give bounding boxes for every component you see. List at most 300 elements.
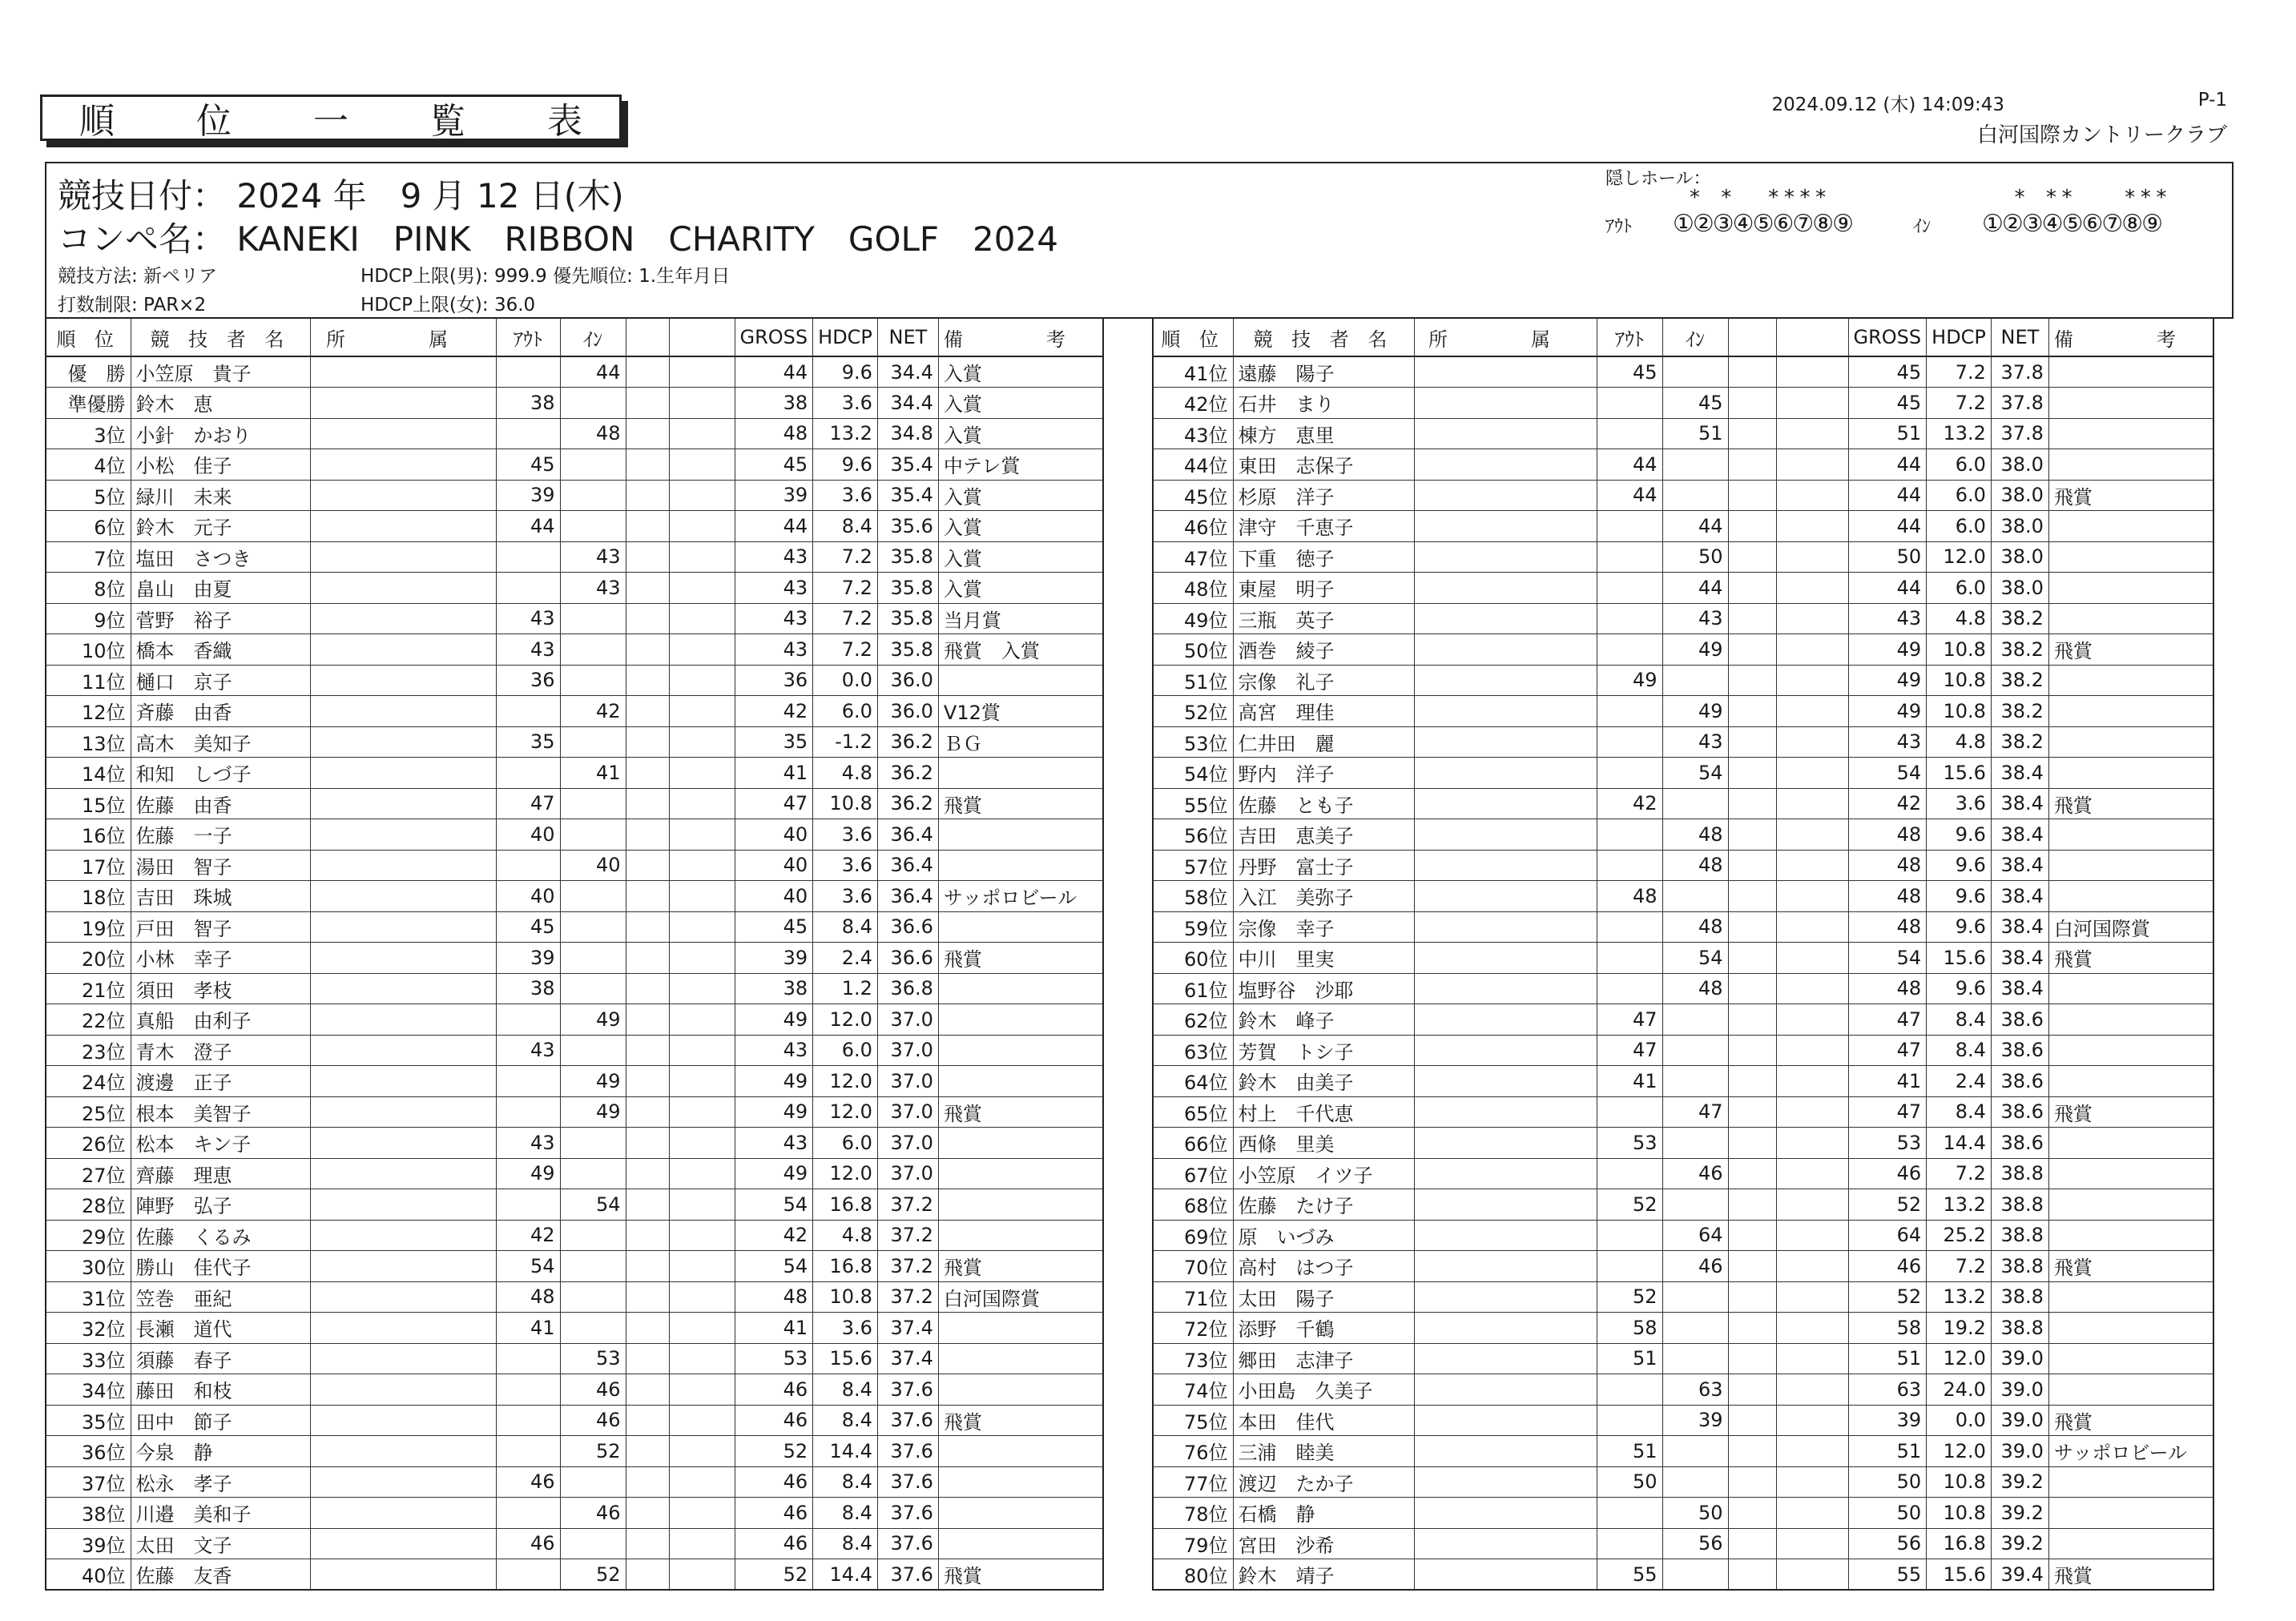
cell-blank [1728,1251,1776,1282]
cell-note [938,1128,1103,1159]
cell-net: 38.2 [1991,665,2048,696]
cell-player-name: 長瀬 道代 [131,1313,310,1344]
cell-affiliation [1414,696,1597,727]
cell-rank: 63位 [1153,1035,1233,1066]
cell-player-name: 下重 徳子 [1233,541,1414,573]
cell-rank: 55位 [1153,788,1233,819]
cell-affiliation [310,1158,496,1189]
cell-note [938,1158,1103,1189]
cell-affiliation [310,850,496,881]
cell-player-name: 野内 洋子 [1233,758,1414,789]
cell-blank [669,388,735,419]
cell-rank: 73位 [1153,1343,1233,1374]
table-header-row [1153,318,2213,356]
cell-net: 34.8 [877,418,938,449]
cell-note [2048,1220,2213,1251]
cell-net: 38.8 [1991,1158,2048,1189]
cell-gross: 49 [1848,634,1927,666]
cell-note [2048,1313,2213,1344]
cell-rank: 57位 [1153,850,1233,881]
cell-net: 36.2 [877,726,938,758]
cell-blank [1728,1374,1776,1406]
cell-gross: 43 [735,573,813,604]
cell-note [938,758,1103,789]
cell-net: 38.2 [1991,696,2048,727]
cell-note: 中テレ賞 [938,449,1103,481]
cell-hdcp: 8.4 [813,1405,878,1436]
cell-hdcp: 12.0 [1927,1436,1992,1467]
cell-note [2048,1035,2213,1066]
table-row [1153,1405,2213,1436]
cell-in-score: 44 [1662,511,1728,542]
cell-net: 37.0 [877,1066,938,1097]
cell-gross: 52 [735,1436,813,1467]
cell-player-name: 佐藤 由香 [131,788,310,819]
cell-rank: 30位 [46,1251,131,1282]
column-blank [626,318,669,356]
cell-blank [1776,511,1848,542]
cell-rank: 17位 [46,850,131,881]
cell-net: 38.8 [1991,1251,2048,1282]
cell-net: 38.6 [1991,1004,2048,1036]
cell-gross: 39 [1848,1405,1927,1436]
cell-out-score: 40 [496,819,560,851]
cell-out-score [496,696,560,727]
cell-in-score [1662,1004,1728,1036]
cell-affiliation [310,788,496,819]
cell-blank [669,511,735,542]
cell-in-score [1662,480,1728,511]
cell-blank [669,943,735,974]
cell-rank: 15位 [46,788,131,819]
cell-hdcp: 9.6 [813,356,878,388]
cell-blank [1776,418,1848,449]
cell-blank [1776,603,1848,634]
cell-blank [626,603,669,634]
cell-player-name: 田中 節子 [131,1405,310,1436]
competition-info-box [45,162,2234,319]
cell-in-score [560,881,626,912]
cell-out-score: 51 [1597,1343,1662,1374]
cell-net: 36.0 [877,696,938,727]
cell-out-score: 43 [496,1035,560,1066]
cell-blank [1728,665,1776,696]
column-rank: 順 位 [46,318,131,356]
cell-affiliation [310,881,496,912]
cell-note [2048,449,2213,481]
cell-gross: 40 [735,819,813,851]
cell-out-score [496,418,560,449]
cell-affiliation [310,480,496,511]
cell-rank: 優 勝 [46,356,131,388]
cell-player-name: 菅野 裕子 [131,603,310,634]
cell-in-score [560,634,626,666]
cell-blank [626,911,669,943]
table-row [46,1004,1103,1036]
cell-in-score: 50 [1662,1498,1728,1529]
cell-note [938,973,1103,1004]
cell-in-score [560,819,626,851]
cell-note [2048,1281,2213,1313]
column-net: NET [877,318,938,356]
cell-blank [1776,973,1848,1004]
cell-blank [1728,788,1776,819]
cell-hdcp: 8.4 [813,1528,878,1559]
cell-in-score: 52 [560,1436,626,1467]
cell-net: 37.2 [877,1251,938,1282]
cell-hdcp: 7.2 [813,634,878,666]
cell-blank [1776,1096,1848,1128]
hdcp-limit-male: HDCP上限(男): 999.9 優先順位: 1.生年月日 [361,266,731,287]
cell-gross: 38 [735,973,813,1004]
table-row [1153,480,2213,511]
cell-note: 飛賞 [2048,1096,2213,1128]
cell-out-score: 38 [496,973,560,1004]
cell-gross: 48 [1848,973,1927,1004]
cell-gross: 47 [735,788,813,819]
cell-note: 飛賞 [938,1251,1103,1282]
cell-affiliation [1414,819,1597,851]
cell-hdcp: 13.2 [813,418,878,449]
table-row [46,726,1103,758]
cell-rank: 69位 [1153,1220,1233,1251]
cell-in-score: 48 [1662,850,1728,881]
cell-affiliation [1414,541,1597,573]
cell-gross: 43 [735,1128,813,1159]
cell-gross: 46 [735,1498,813,1529]
cell-in-score [560,388,626,419]
cell-gross: 38 [735,388,813,419]
cell-blank [626,1128,669,1159]
cell-blank [1728,1498,1776,1529]
cell-blank [626,1313,669,1344]
cell-out-score: 39 [496,943,560,974]
cell-rank: 20位 [46,943,131,974]
cell-hdcp: 0.0 [813,665,878,696]
cell-out-score [496,1004,560,1036]
cell-out-score [1597,1374,1662,1406]
cell-net: 36.8 [877,973,938,1004]
cell-hdcp: 6.0 [1927,511,1992,542]
cell-out-score: 39 [496,480,560,511]
table-row [46,696,1103,727]
cell-gross: 54 [1848,943,1927,974]
cell-rank: 38位 [46,1498,131,1529]
in-course-label: ｲﾝ [1913,217,1931,237]
cell-player-name: 畠山 由夏 [131,573,310,604]
cell-affiliation [310,1466,496,1498]
cell-blank [1776,1374,1848,1406]
cell-gross: 54 [1848,758,1927,789]
cell-gross: 43 [735,541,813,573]
cell-hdcp: 12.0 [1927,1343,1992,1374]
cell-player-name: 吉田 珠城 [131,881,310,912]
cell-blank [669,1313,735,1344]
cell-affiliation [310,1189,496,1221]
cell-rank: 41位 [1153,356,1233,388]
cell-in-score: 43 [1662,726,1728,758]
cell-blank [626,1466,669,1498]
cell-out-score [1597,696,1662,727]
cell-rank: 32位 [46,1313,131,1344]
table-row [46,449,1103,481]
cell-in-score: 50 [1662,541,1728,573]
cell-affiliation [1414,573,1597,604]
cell-out-score: 52 [1597,1281,1662,1313]
cell-rank: 75位 [1153,1405,1233,1436]
table-row [1153,881,2213,912]
column-player: 競 技 者 名 [1233,318,1414,356]
table-row [46,881,1103,912]
cell-gross: 52 [735,1559,813,1591]
cell-gross: 49 [735,1004,813,1036]
cell-in-score: 52 [560,1559,626,1591]
cell-affiliation [1414,726,1597,758]
cell-gross: 64 [1848,1220,1927,1251]
cell-blank [669,881,735,912]
cell-out-score: 42 [1597,788,1662,819]
in-hole-numbers: ①②③④⑤⑥⑦⑧⑨ [1982,210,2162,238]
cell-player-name: 小笠原 イツ子 [1233,1158,1414,1189]
cell-net: 35.4 [877,449,938,481]
cell-player-name: 中川 里実 [1233,943,1414,974]
cell-gross: 51 [1848,418,1927,449]
cell-affiliation [310,1436,496,1467]
cell-hdcp: 16.8 [813,1251,878,1282]
cell-blank [626,418,669,449]
cell-player-name: 原 いづみ [1233,1220,1414,1251]
cell-rank: 44位 [1153,449,1233,481]
cell-player-name: 渡辺 たか子 [1233,1466,1414,1498]
cell-hdcp: 3.6 [1927,788,1992,819]
cell-gross: 53 [1848,1128,1927,1159]
cell-rank: 39位 [46,1528,131,1559]
cell-note: 当月賞 [938,603,1103,634]
cell-net: 38.4 [1991,850,2048,881]
table-row [46,480,1103,511]
cell-out-score: 48 [1597,881,1662,912]
cell-player-name: 松永 孝子 [131,1466,310,1498]
cell-gross: 40 [735,881,813,912]
table-row [46,665,1103,696]
cell-gross: 51 [1848,1436,1927,1467]
cell-affiliation [310,634,496,666]
cell-out-score: 44 [1597,449,1662,481]
cell-blank [1728,541,1776,573]
cell-blank [669,449,735,481]
cell-blank [626,696,669,727]
cell-note [938,1343,1103,1374]
cell-in-score: 64 [1662,1220,1728,1251]
club-name: 白河国際カントリークラブ [1976,123,2227,147]
cell-rank: 27位 [46,1158,131,1189]
cell-gross: 44 [735,511,813,542]
cell-net: 38.0 [1991,449,2048,481]
out-hole-numbers: ①②③④⑤⑥⑦⑧⑨ [1673,210,1853,238]
cell-hdcp: 12.0 [813,1066,878,1097]
cell-blank [1776,634,1848,666]
cell-net: 35.8 [877,634,938,666]
table-row [46,541,1103,573]
cell-hdcp: 16.8 [813,1189,878,1221]
cell-hdcp: 8.4 [1927,1004,1992,1036]
cell-blank [669,1220,735,1251]
cell-in-score: 43 [560,573,626,604]
cell-hdcp: 12.0 [813,1158,878,1189]
cell-player-name: 橋本 香織 [131,634,310,666]
cell-affiliation [310,511,496,542]
table-row [46,1343,1103,1374]
cell-blank [1776,1466,1848,1498]
cell-hdcp: 6.0 [813,1128,878,1159]
cell-out-score: 36 [496,665,560,696]
cell-rank: 35位 [46,1405,131,1436]
cell-hdcp: 10.8 [1927,1466,1992,1498]
cell-net: 36.0 [877,665,938,696]
cell-blank [626,881,669,912]
cell-note [2048,418,2213,449]
cell-player-name: 斉藤 由香 [131,696,310,727]
table-row [1153,1498,2213,1529]
cell-blank [669,573,735,604]
table-row [1153,1035,2213,1066]
cell-out-score [496,850,560,881]
cell-player-name: 三浦 睦美 [1233,1436,1414,1467]
cell-in-score: 40 [560,850,626,881]
cell-hdcp: 24.0 [1927,1374,1992,1406]
cell-in-score [560,511,626,542]
cell-affiliation [310,911,496,943]
cell-rank: 42位 [1153,388,1233,419]
cell-rank: 64位 [1153,1066,1233,1097]
cell-blank [1776,1035,1848,1066]
cell-out-score [1597,541,1662,573]
cell-blank [626,1096,669,1128]
cell-rank: 74位 [1153,1374,1233,1406]
cell-player-name: 青木 澄子 [131,1035,310,1066]
cell-note: 飛賞 [938,943,1103,974]
table-row [46,1528,1103,1559]
cell-hdcp: 8.4 [813,1374,878,1406]
cell-net: 39.0 [1991,1343,2048,1374]
cell-blank [669,850,735,881]
out-hidden-hole-marks: * * **** [1673,186,1831,210]
cell-net: 38.4 [1991,819,2048,851]
cell-in-score: 45 [1662,388,1728,419]
cell-net: 37.6 [877,1498,938,1529]
cell-blank [1728,1096,1776,1128]
cell-out-score [496,1374,560,1406]
cell-in-score [560,1313,626,1344]
cell-net: 37.6 [877,1374,938,1406]
cell-hdcp: 9.6 [1927,973,1992,1004]
cell-note [2048,1528,2213,1559]
cell-affiliation [310,541,496,573]
table-row [46,1559,1103,1591]
cell-blank [669,418,735,449]
cell-note [2048,1343,2213,1374]
cell-affiliation [1414,1405,1597,1436]
cell-rank: 11位 [46,665,131,696]
cell-in-score [560,911,626,943]
cell-blank [626,1374,669,1406]
cell-in-score: 54 [1662,758,1728,789]
cell-in-score [560,1220,626,1251]
cell-net: 36.6 [877,911,938,943]
cell-gross: 45 [1848,356,1927,388]
cell-note [938,1035,1103,1066]
cell-rank: 77位 [1153,1466,1233,1498]
cell-player-name: 吉田 恵美子 [1233,819,1414,851]
column-in: ｲﾝ [1662,318,1728,356]
cell-affiliation [310,665,496,696]
cell-hdcp: 8.4 [813,1498,878,1529]
cell-blank [1728,911,1776,943]
cell-net: 39.0 [1991,1436,2048,1467]
table-row [46,1436,1103,1467]
cell-gross: 41 [735,758,813,789]
cell-note [2048,1498,2213,1529]
cell-player-name: 小針 かおり [131,418,310,449]
column-affiliation: 所 属 [310,318,496,356]
cell-gross: 41 [1848,1066,1927,1097]
cell-blank [669,1466,735,1498]
cell-net: 38.0 [1991,480,2048,511]
cell-net: 37.0 [877,1096,938,1128]
cell-note: 入賞 [938,511,1103,542]
cell-gross: 47 [1848,1004,1927,1036]
cell-note [938,819,1103,851]
cell-blank [1776,850,1848,881]
cell-blank [1776,943,1848,974]
cell-affiliation [310,1220,496,1251]
cell-blank [669,726,735,758]
cell-out-score: 40 [496,881,560,912]
cell-gross: 42 [735,696,813,727]
cell-note [2048,388,2213,419]
cell-player-name: 石橋 静 [1233,1498,1414,1529]
cell-in-score: 49 [1662,696,1728,727]
cell-note [2048,573,2213,604]
cell-in-score [560,1035,626,1066]
column-gross: GROSS [1848,318,1927,356]
cell-out-score: 49 [1597,665,1662,696]
cell-player-name: 勝山 佳代子 [131,1251,310,1282]
cell-note: 飛賞 [2048,788,2213,819]
table-row [46,418,1103,449]
cell-hdcp: 15.6 [1927,1559,1992,1591]
cell-rank: 46位 [1153,511,1233,542]
cell-rank: 72位 [1153,1313,1233,1344]
cell-rank: 14位 [46,758,131,789]
cell-net: 37.4 [877,1313,938,1344]
cell-out-score [1597,1096,1662,1128]
cell-affiliation [310,1251,496,1282]
cell-hdcp: 9.6 [1927,850,1992,881]
column-hdcp: HDCP [813,318,878,356]
cell-hdcp: 12.0 [1927,541,1992,573]
cell-note [2048,1004,2213,1036]
column-notes: 備 考 [2048,318,2213,356]
cell-blank [1776,1189,1848,1221]
cell-hdcp: 3.6 [813,388,878,419]
cell-note [2048,850,2213,881]
cell-affiliation [1414,1251,1597,1282]
cell-player-name: 本田 佳代 [1233,1405,1414,1436]
cell-player-name: 丹野 富士子 [1233,850,1414,881]
cell-gross: 48 [1848,850,1927,881]
cell-note [938,1436,1103,1467]
